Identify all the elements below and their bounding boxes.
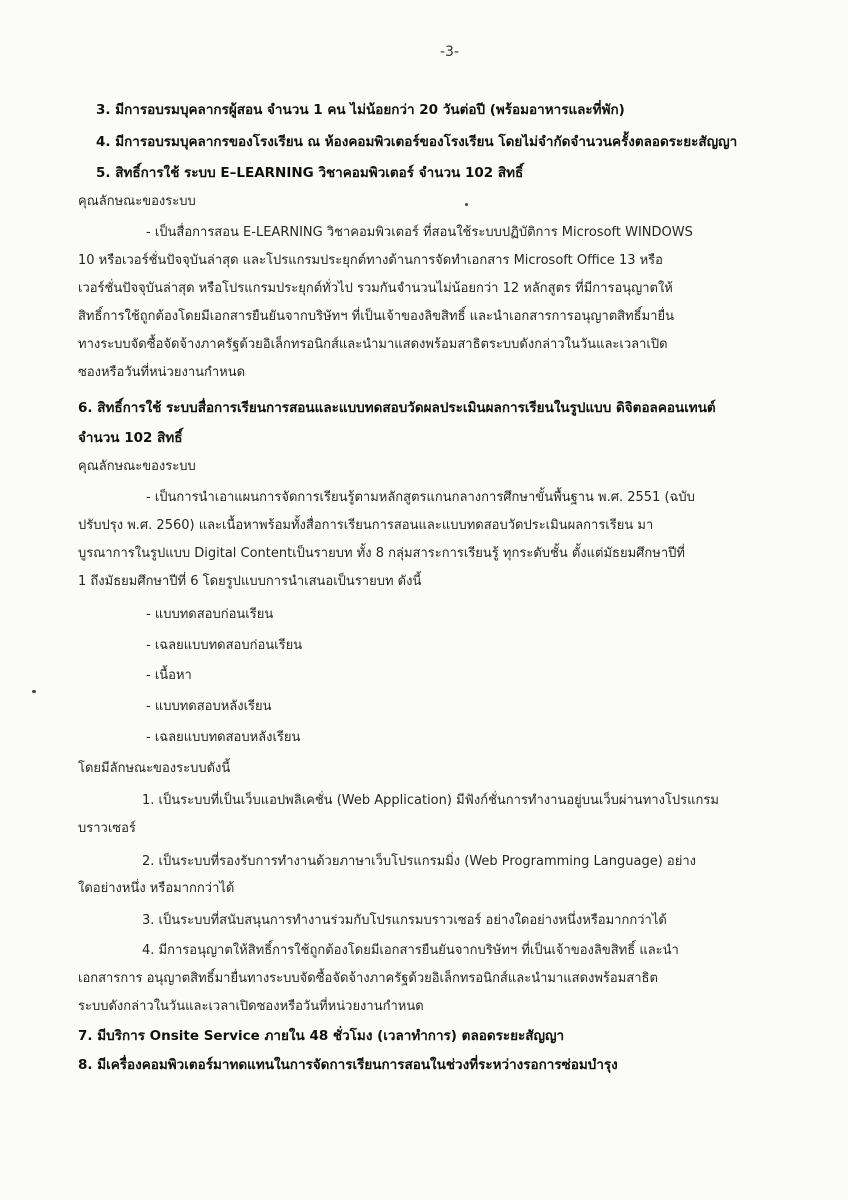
system-item-4: 4. มีการอนุญาตให้สิทธิ์การใช้ถูกต้องโดยมีเอกสารยืนยันจากบริษัทฯ ที่เป็นเจ้าของลิขสิทธิ์ และนำ bbox=[142, 943, 679, 958]
list-item: - เนื้อหา bbox=[146, 668, 192, 683]
item-6-feature-heading: คุณลักษณะของระบบ bbox=[78, 459, 196, 474]
item-6-desc-line: - เป็นการนำเอาแผนการจัดการเรียนรู้ตามหลักสูตรแกนกลางการศึกษาขั้นพื้นฐาน พ.ศ. 2551 (ฉบับ bbox=[146, 490, 695, 505]
item-5-desc-line: เวอร์ชั่นปัจจุบันล่าสุด หรือโปรแกรมประยุกต์ทั่วไป รวมกันจำนวนไม่น้อยกว่า 12 หลักสูตร ที่มีการอนุญาตให้ bbox=[78, 281, 673, 296]
item-5-feature-heading: คุณลักษณะของระบบ bbox=[78, 194, 196, 209]
item-6-desc-line: ปรับปรุง พ.ศ. 2560) และเนื้อหาพร้อมทั้งสื่อการเรียนการสอนและแบบทดสอบวัดประเมินผลการเรียน มา bbox=[78, 518, 654, 533]
scan-speck bbox=[32, 690, 36, 693]
page-number: -3- bbox=[440, 44, 460, 60]
item-8: 8. มีเครื่องคอมพิวเตอร์มาทดแทนในการจัดการเรียนการสอนในช่วงที่ระหว่างรอการซ่อมบำรุง bbox=[78, 1057, 618, 1073]
scan-speck bbox=[465, 203, 468, 206]
item-5-heading: 5. สิทธิ์การใช้ ระบบ E–LEARNING วิชาคอมพิวเตอร์ จำนวน 102 สิทธิ์ bbox=[96, 165, 524, 181]
item-5-desc-line: - เป็นสื่อการสอน E-LEARNING วิชาคอมพิวเตอร์ ที่สอนใช้ระบบปฏิบัติการ Microsoft WINDOWS bbox=[146, 225, 693, 240]
list-item: - เฉลยแบบทดสอบหลังเรียน bbox=[146, 730, 301, 745]
item-6-heading-cont: จำนวน 102 สิทธิ์ bbox=[78, 430, 183, 446]
item-3: 3. มีการอบรมบุคลากรผู้สอน จำนวน 1 คน ไม่น้อยกว่า 20 วันต่อปี (พร้อมอาหารและที่พัก) bbox=[96, 102, 625, 118]
list-item: - แบบทดสอบก่อนเรียน bbox=[146, 607, 274, 622]
system-item-3: 3. เป็นระบบที่สนับสนุนการทำงานร่วมกับโปรแกรมบราวเซอร์ อย่างใดอย่างหนึ่งหรือมากกว่าได้ bbox=[142, 913, 667, 928]
item-6-desc-line: บูรณาการในรูปแบบ Digital Contentเป็นรายบท ทั้ง 8 กลุ่มสาระการเรียนรู้ ทุกระดับชั้น ตั้งแต่มัธยมศึกษาปีที่ bbox=[78, 546, 685, 561]
system-item-1: 1. เป็นระบบที่เป็นเว็บแอปพลิเคชั่น (Web Application) มีฟังก์ชั่นการทำงานอยู่บนเว็บผ่านทางโปรแกรม bbox=[142, 793, 719, 808]
system-item-1-cont: บราวเซอร์ bbox=[78, 821, 136, 836]
item-6-desc-line: 1 ถึงมัธยมศึกษาปีที่ 6 โดยรูปแบบการนำเสนอเป็นรายบท ดังนี้ bbox=[78, 574, 422, 589]
system-item-4-cont: เอกสารการ อนุญาตสิทธิ์มายื่นทางระบบจัดซื้อจัดจ้างภาครัฐด้วยอิเล็กทรอนิกส์และนำมาแสดงพร้อมสาธิต bbox=[78, 971, 658, 986]
list-item: - เฉลยแบบทดสอบก่อนเรียน bbox=[146, 638, 303, 653]
list-item: - แบบทดสอบหลังเรียน bbox=[146, 699, 272, 714]
item-7: 7. มีบริการ Onsite Service ภายใน 48 ชั่วโมง (เวลาทำการ) ตลอดระยะสัญญา bbox=[78, 1028, 565, 1044]
system-item-2: 2. เป็นระบบที่รองรับการทำงานด้วยภาษาเว็บโปรแกรมมิ่ง (Web Programming Language) อย่าง bbox=[142, 854, 696, 869]
item-5-desc-line: 10 หรือเวอร์ชั่นปัจจุบันล่าสุด และโปรแกรมประยุกต์ทางด้านการจัดทำเอกสาร Microsoft Office 13 หรือ bbox=[78, 253, 663, 268]
item-5-desc-line: สิทธิ์การใช้ถูกต้องโดยมีเอกสารยืนยันจากบริษัทฯ ที่เป็นเจ้าของลิขสิทธิ์ และนำเอกสารการอนุญาตสิทธิ์มายื่น bbox=[78, 309, 674, 324]
system-item-2-cont: ใดอย่างหนึ่ง หรือมากกว่าได้ bbox=[78, 881, 235, 896]
item-5-desc-line: ทางระบบจัดซื้อจัดจ้างภาครัฐด้วยอิเล็กทรอนิกส์และนำมาแสดงพร้อมสาธิตระบบดังกล่าวในวันและเวลาเปิด bbox=[78, 337, 668, 352]
item-6-heading: 6. สิทธิ์การใช้ ระบบสื่อการเรียนการสอนและแบบทดสอบวัดผลประเมินผลการเรียนในรูปแบบ ดิจิตอลคอนเทนต์ bbox=[78, 400, 716, 416]
system-heading: โดยมีลักษณะของระบบดังนี้ bbox=[78, 761, 231, 776]
system-item-4-cont: ระบบดังกล่าวในวันและเวลาเปิดซองหรือวันที่หน่วยงานกำหนด bbox=[78, 999, 424, 1014]
item-4: 4. มีการอบรมบุคลากรของโรงเรียน ณ ห้องคอมพิวเตอร์ของโรงเรียน โดยไม่จำกัดจำนวนครั้งตลอดระยะสัญญา bbox=[96, 134, 738, 150]
item-5-desc-line: ซองหรือวันที่หน่วยงานกำหนด bbox=[78, 365, 246, 380]
